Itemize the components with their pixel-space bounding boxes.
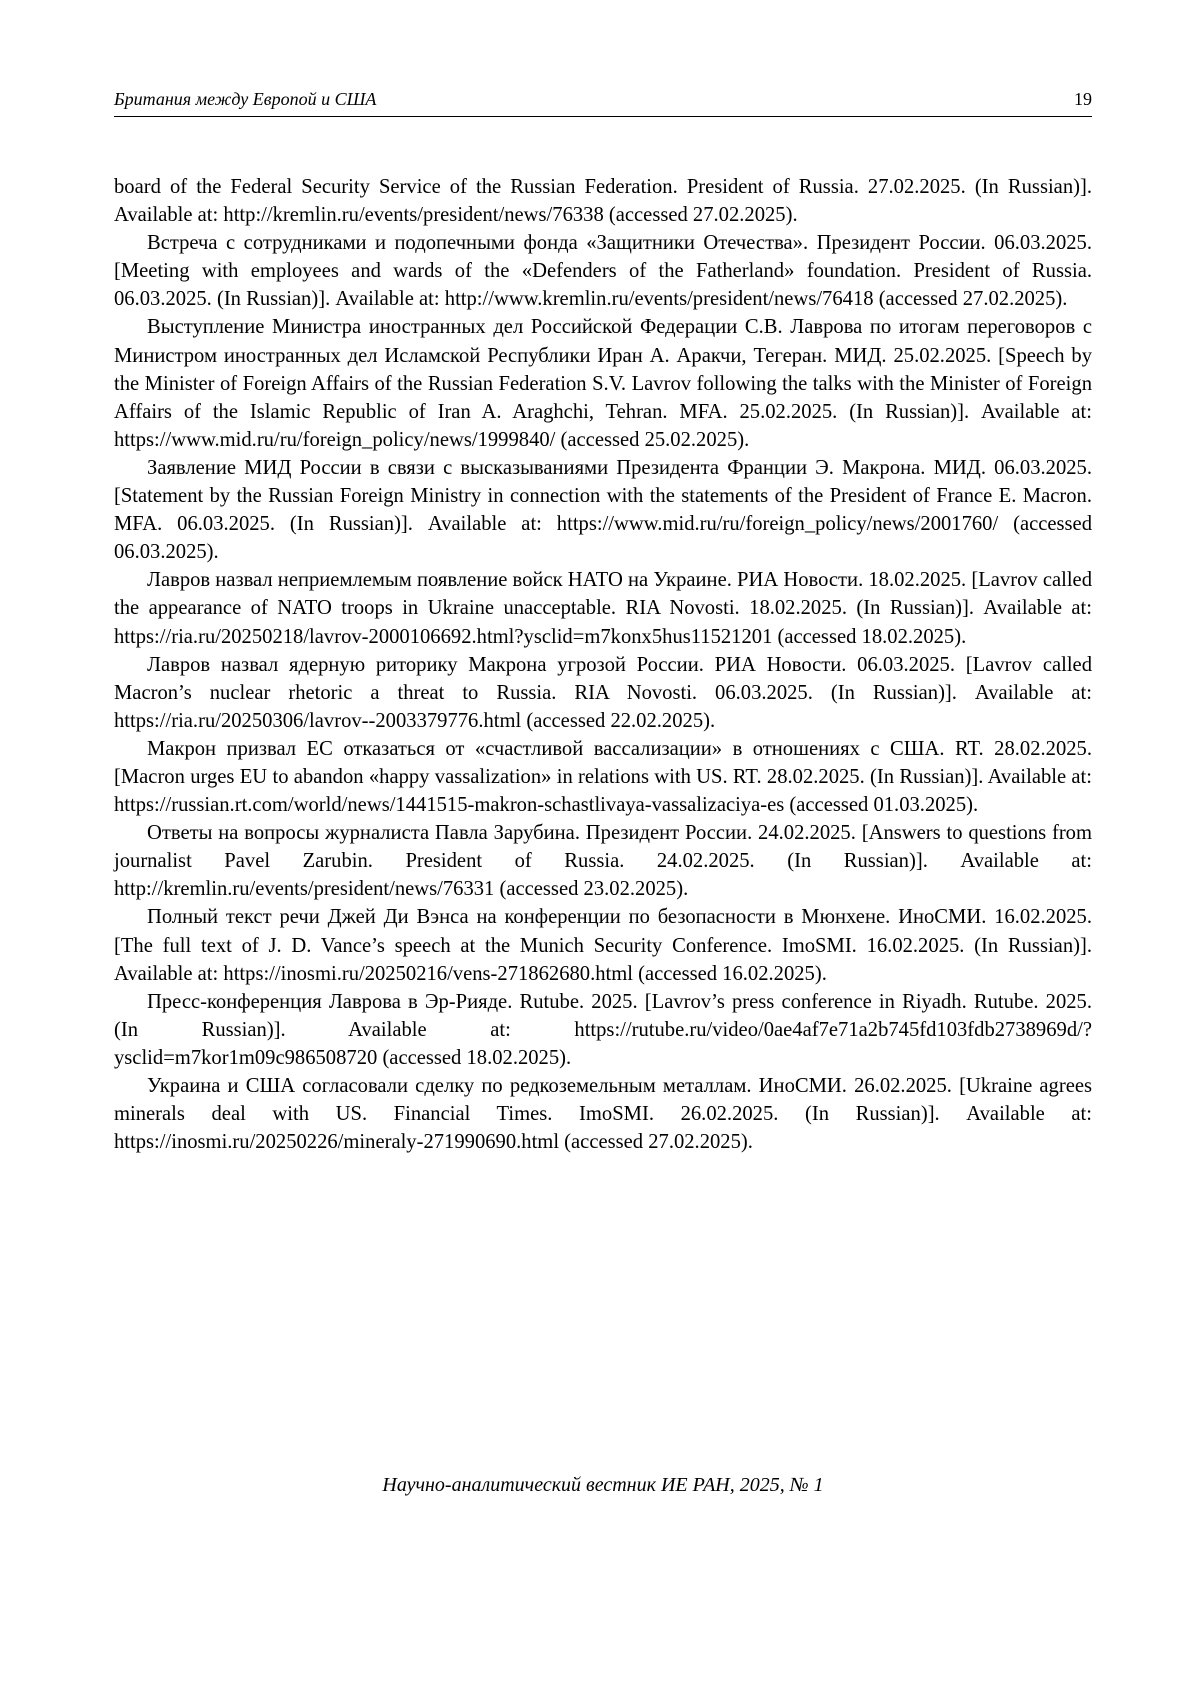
reference-entry: Встреча с сотрудниками и подопечными фонда «Защитники Отечества». Президент России. 06.03.2025. [Meeting with employees and wards of the «Defenders of the Fatherland» foundation. President of Russia. 06.03.2025. (In Russian)]. Available at: http://www.kremlin.ru/events/president/news/76418 (accessed 27.02.2025). xyxy=(114,232,1092,311)
reference-entry: Ответы на вопросы журналиста Павла Зарубина. Президент России. 24.02.2025. [Answers to questions from journalist Pavel Zarubin. President of Russia. 24.02.2025. (In Russian)]. Available at: http://kremlin.ru/events/president/news/76331 (accessed 23.02.2025). xyxy=(114,822,1092,901)
reference-entry: Украина и США согласовали сделку по редкоземельным металлам. ИноСМИ. 26.02.2025. [Ukraine agrees minerals deal with US. Financial Times. ImoSMI. 26.02.2025. (In Russian)]. Available at: https://inosmi.ru/20250226/mineraly-271990690.html (accessed 27.02.2025). xyxy=(114,1075,1092,1154)
header-title: Британия между Европой и США xyxy=(114,89,377,109)
running-header xyxy=(114,86,1092,117)
reference-entry: Заявление МИД России в связи с высказываниями Президента Франции Э. Макрона. МИД. 06.03.2025. [Statement by the Russian Foreign Ministry in connection with the statements of the President of France E. Macron. MFA. 06.03.2025. (In Russian)]. Available at: https://www.mid.ru/ru/foreign_policy/news/2001760/ (accessed 06.03.2025). xyxy=(114,456,1092,564)
running-footer: Научно-аналитический вестник ИЕ РАН, 2025, № 1 xyxy=(382,1474,824,1496)
reference-entry: Полный текст речи Джей Ди Вэнса на конференции по безопасности в Мюнхене. ИноСМИ. 16.02.2025. [The full text of J. D. Vance’s speech at the Munich Security Conference. ImoSMI. 16.02.2025. (In Russian)]. Available at: https://inosmi.ru/20250216/vens-271862680.html (accessed 16.02.2025). xyxy=(114,906,1092,985)
reference-entry: Лавров назвал неприемлемым появление войск НАТО на Украине. РИА Новости. 18.02.2025. [Lavrov called the appearance of NATO troops in Ukraine unacceptable. RIA Novosti. 18.02.2025. (In Russian)]. Available at: https://ria.ru/20250218/lavrov-2000106692.html?ysclid=m7konx5hus11521201 (accessed 18.02.2025). xyxy=(114,569,1092,648)
reference-entry: Макрон призвал ЕС отказаться от «счастливой вассализации» в отношениях с США. RT. 28.02.2025. [Macron urges EU to abandon «happy vassalization» in relations with US. RT. 28.02.2025. (In Russian)]. Available at: https://russian.rt.com/world/news/1441515-makron-schastlivaya-vassalizaciya-es (accessed 01.03.2025). xyxy=(114,737,1092,817)
reference-entry: Лавров назвал ядерную риторику Макрона угрозой России. РИА Новости. 06.03.2025. [Lavrov called Macron’s nuclear rhetoric a threat to Russia. RIA Novosti. 06.03.2025. (In Russian)]. Available at: https://ria.ru/20250306/lavrov--2003379776.html (accessed 22.02.2025). xyxy=(114,653,1092,732)
reference-entry: Выступление Министра иностранных дел Российской Федерации С.В. Лаврова по итогам переговоров с Министром иностранных дел Исламской Республики Иран А. Аракчи, Тегеран. МИД. 25.02.2025. [Speech by the Minister of Foreign Affairs of the Russian Federation S.V. Lavrov following the talks with the Minister of Foreign Affairs of the Islamic Republic of Iran A. Araghchi, Tehran. MFA. 25.02.2025. (In Russian)]. Available at: https://www.mid.ru/ru/foreign_policy/news/1999840/ (accessed 25.02.2025). xyxy=(114,316,1092,451)
reference-entry: Пресс-конференция Лаврова в Эр-Рияде. Rutube. 2025. [Lavrov’s press conference in Riyadh. Rutube. 2025. (In Russian)]. Available at: https://rutube.ru/video/0ae4af7e71a2b745fd103fdb2738969d/?ysclid=m7kor1m09c986508720 (accessed 18.02.2025). xyxy=(114,990,1092,1069)
reference-entry-continued: board of the Federal Security Service of the Russian Federation. President of Russia. 27.02.2025. (In Russian)]. Available at: http://kremlin.ru/events/president/news/76338 (accessed 27.02.2025). xyxy=(114,176,1092,227)
reference-list xyxy=(114,173,1092,1156)
page-number: 19 xyxy=(1074,89,1092,109)
